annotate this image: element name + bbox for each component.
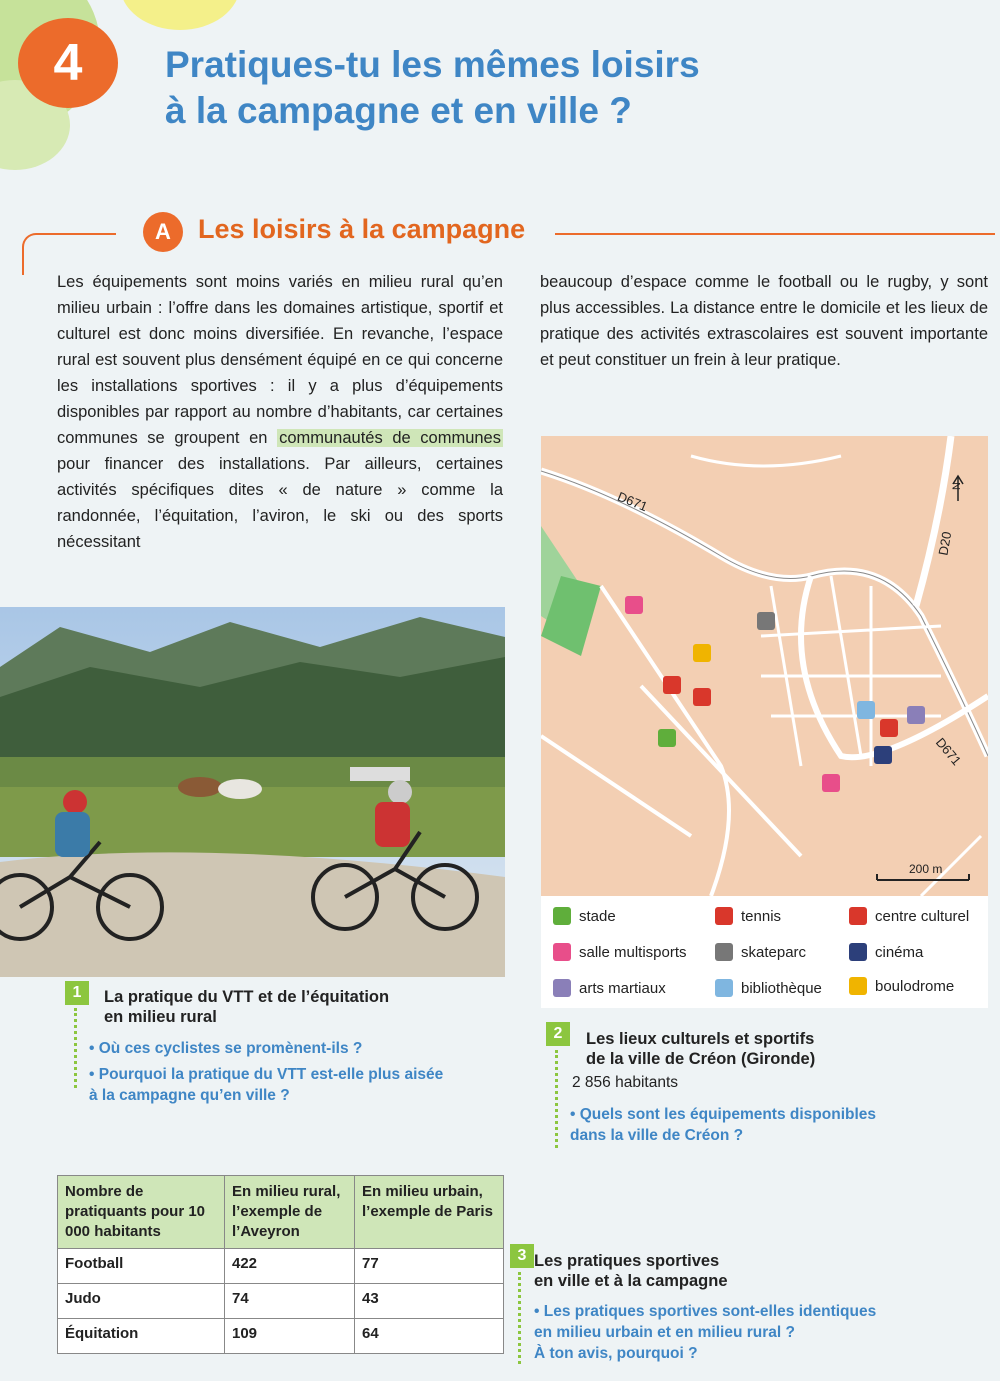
dotted-divider: [74, 1008, 77, 1088]
section-divider: [555, 233, 995, 235]
legend-item: salle multisports: [553, 943, 687, 961]
question: • Quels sont les équipements disponibles dans la ville de Créon ?: [570, 1106, 877, 1144]
table-row: [58, 1249, 504, 1284]
table-cell: Équitation: [58, 1319, 225, 1354]
table-header: En milieu urbain, l’exemple de Paris: [355, 1176, 504, 1249]
table-cell: Judo: [58, 1284, 225, 1319]
boules-icon: [849, 977, 867, 995]
road-label: D671: [615, 488, 650, 515]
legend-item: cinéma: [849, 943, 923, 961]
dotted-divider: [518, 1272, 521, 1364]
document-title: La pratique du VTT et de l’équitation en milieu rural: [104, 988, 390, 1026]
decorative-circle: [120, 0, 240, 30]
question: • Pourquoi la pratique du VTT est-elle plus aisée à la campagne qu’en ville ?: [89, 1066, 444, 1104]
table-cell: 64: [355, 1319, 504, 1354]
skate-icon: [715, 943, 733, 961]
document-title: Les pratiques sportives en ville et à la campagne: [534, 1252, 728, 1290]
section-letter: A: [143, 212, 183, 252]
library-icon: [715, 979, 733, 997]
culture-icon: [849, 907, 867, 925]
table-cell: Football: [58, 1249, 225, 1284]
chapter-number: 4: [18, 18, 118, 108]
table-cell: 422: [225, 1249, 355, 1284]
table-cell: 109: [225, 1319, 355, 1354]
tennis-icon: [715, 907, 733, 925]
legend-item: boulodrome: [849, 977, 954, 995]
north-arrow-icon: N: [950, 482, 963, 490]
table-cell: 43: [355, 1284, 504, 1319]
table-cell: 74: [225, 1284, 355, 1319]
multisport-icon: [553, 943, 571, 961]
highlighted-term: communautés de communes: [279, 429, 501, 447]
table-header: En milieu rural, l’exemple de l’Aveyron: [225, 1176, 355, 1249]
legend-item: arts martiaux: [553, 979, 666, 997]
document-number: 2: [546, 1022, 570, 1046]
population-text: 2 856 habitants: [572, 1074, 679, 1091]
document-title: Les lieux culturels et sportifs de la ville de Créon (Gironde): [586, 1030, 816, 1068]
legend-item: bibliothèque: [715, 979, 822, 997]
dotted-divider: [555, 1050, 558, 1148]
cyclists-photo: [0, 607, 505, 977]
document-number: 3: [510, 1244, 534, 1268]
legend-item: stade: [553, 907, 616, 925]
road-label: D20: [935, 530, 955, 557]
question: • Où ces cyclistes se promènent-ils ?: [89, 1040, 363, 1057]
sports-table: [57, 1175, 504, 1354]
legend-item: centre culturel: [849, 907, 969, 925]
table-row: [58, 1319, 504, 1354]
town-map: [541, 436, 988, 896]
table-header: Nombre de pratiquants pour 10 000 habitants: [58, 1176, 225, 1249]
section-title: Les loisirs à la campagne: [198, 214, 526, 244]
document-number: 1: [65, 981, 89, 1005]
cinema-icon: [849, 943, 867, 961]
map-legend: [541, 896, 988, 1008]
legend-item: skateparc: [715, 943, 806, 961]
body-text-column-1: Les équipements sont moins variés en milieu rural qu’en milieu urbain : l’offre dans les domaines artistique, sportif et culturel est donc moins diversifiée. En revanche, l’espace rural est souvent plus densément équipé en ce qui concerne les installations sportives : il y a plus d’équipements disponibles par rapport au nombre d’habitants, car certaines communes se groupent en communautés de communes pour financer des installations. Par ailleurs, certaines activités spécifiques dites « de nature » comme la randonnée, l’équitation, l’aviron, le ski ou des sports nécessitant: [57, 273, 503, 551]
legend-item: tennis: [715, 907, 781, 925]
table-cell: 77: [355, 1249, 504, 1284]
stadium-icon: [553, 907, 571, 925]
table-row: [58, 1284, 504, 1319]
question: • Les pratiques sportives sont-elles identiques en milieu urbain et en milieu rural ? À ton avis, pourquoi ?: [534, 1303, 877, 1362]
martial-arts-icon: [553, 979, 571, 997]
page-title: Pratiques-tu les mêmes loisirs à la campagne et en ville ?: [165, 44, 700, 131]
table-header-row: [58, 1176, 504, 1249]
road-label: D671: [932, 734, 965, 769]
body-text-column-2: beaucoup d’espace comme le football ou le rugby, y sont plus accessibles. La distance entre le domicile et les lieux de pratique des activités extrascolaires est souvent importante et peut constituer un frein à leur pratique.: [540, 273, 988, 369]
map-scale: 200 m: [909, 862, 943, 876]
